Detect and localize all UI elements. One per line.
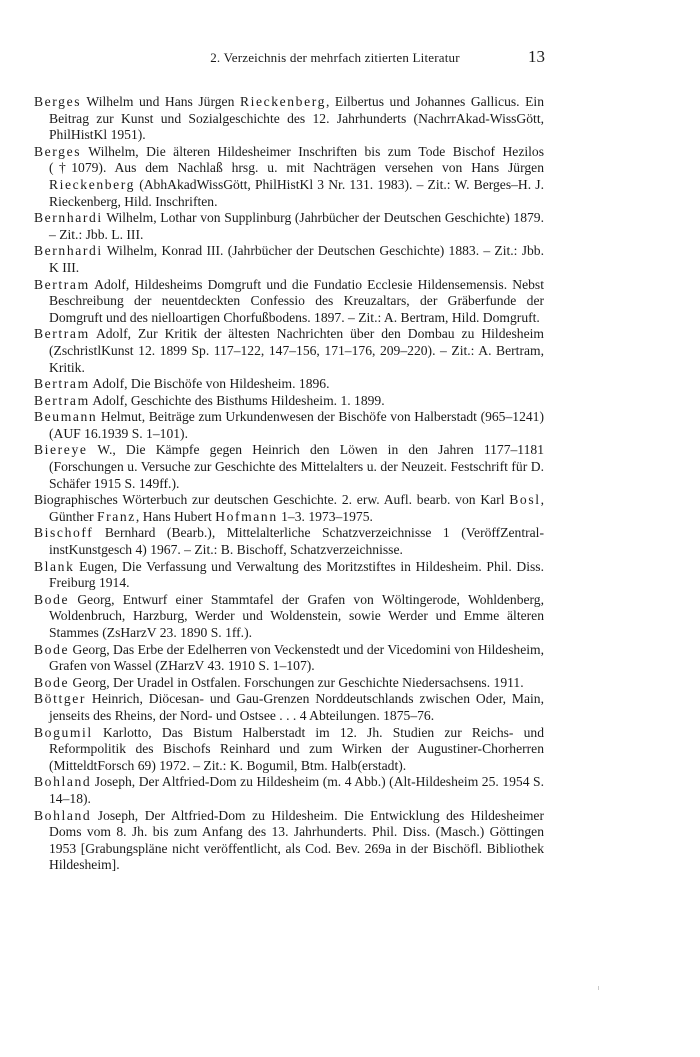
- bibliography-entry: Blank Eugen, Die Verfassung und Verwaltung des Moritzstiftes in Hildesheim. Phil. Diss. Freiburg 1914.: [34, 558, 544, 591]
- entry-author: Beumann: [34, 409, 98, 425]
- entry-author: Bogumil: [34, 724, 93, 740]
- bibliography-entry: Bertram Adolf, Hildesheims Domgruft und die Fundatio Ecclesie Hildensemensis. Nebst Beschreibung der neuentdeckten Confessio des Kreuzaltars, der Gräberfunde der Domgruft und des nielloartigen Chorfußbodens. 1897. – Zit.: A. Bertram, Hild. Domgruft.: [34, 276, 544, 325]
- entry-author: Bernhardi: [34, 210, 103, 226]
- bibliography-entry: Bernhardi Wilhelm, Konrad III. (Jahrbücher der Deutschen Geschichte) 1883. – Zit.: Jbb. K III.: [34, 243, 544, 275]
- entry-author: Bernhardi: [34, 243, 103, 259]
- bibliography-entry: Bischoff Bernhard (Bearb.), Mittelalterliche Schatzverzeichnisse 1 (VeröffZentral-instKunstgesch 4) 1967. – Zit.: B. Bischoff, Schatzverzeichnisse.: [34, 525, 544, 558]
- bibliography-entry: Berges Wilhelm, Die älteren Hildesheimer Inschriften bis zum Tode Bischof Hezilos (†1079). Aus dem Nachlaß hrsg. u. mit Nachträgen versehen von Hans Jürgen Rieckenberg (AbhAkadWissGött, PhilHistKl 3 Nr. 131. 1983). – Zit.: W. Berges–H. J. Rieckenberg, Hild. Inschriften.: [34, 143, 544, 209]
- entry-editor: Bosl: [509, 492, 541, 508]
- entry-author: Berges: [34, 94, 82, 109]
- bibliography-entry: Bode Georg, Entwurf einer Stammtafel der Grafen von Wöltingerode, Wohldenberg, Woldenbruch, Harzburg, Werder und Woldenstein, sowie Werder und Emme älteren Stammes (ZsHarzV 23. 1890 S. 1ff.).: [34, 591, 544, 640]
- bibliography-entry: Bertram Adolf, Geschichte des Bisthums Hildesheim. 1. 1899.: [34, 392, 385, 408]
- bibliography-entry: Bode Georg, Das Erbe der Edelherren von Veckenstedt und der Vicedomini von Hildesheim, Grafen von Wassel (ZHarzV 43. 1910 S. 1–107).: [34, 641, 544, 674]
- scan-mark: [598, 986, 603, 990]
- bibliography-entry: Bogumil Karlotto, Das Bistum Halberstadt im 12. Jh. Studien zur Reichs- und Reformpolitik des Bischofs Reinhard und zum Wirken der Augustiner-Chorherren (MitteldtForsch 69) 1972. – Zit.: K. Bogumil, Btm. Halb(erstadt).: [34, 724, 544, 773]
- entry-author: Biereye: [34, 442, 88, 458]
- entry-author: Bischoff: [34, 525, 94, 541]
- bibliography-entry: Biereye W., Die Kämpfe gegen Heinrich den Löwen in den Jahren 1177–1181 (Forschungen u. Versuche zur Geschichte des Mittelalters u. der Neuzeit. Festschrift für D. Schäfer 1915 S. 149ff.).: [34, 442, 544, 491]
- entry-editor: Hofmann: [215, 508, 278, 524]
- entry-author: Bertram: [34, 276, 90, 292]
- page-number: 13: [528, 47, 545, 66]
- entry-author: Bertram: [34, 326, 90, 342]
- entry-author: Bohland: [34, 807, 92, 823]
- bibliography-entry: Böttger Heinrich, Diöcesan- und Gau-Grenzen Norddeutschlands zwischen Oder, Main, jenseits des Rheins, der Nord- und Ostsee . . . 4 Abteilungen. 1875–76.: [34, 691, 544, 723]
- bibliography-entry: Beumann Helmut, Beiträge zum Urkundenwesen der Bischöfe von Halberstadt (965–1241) (AUF 16.1939 S. 1–101).: [34, 409, 544, 441]
- bibliography-entry: Bertram Adolf, Zur Kritik der ältesten Nachrichten über den Dombau zu Hildesheim (ZschristlKunst 12. 1899 Sp. 117–122, 147–156, 171–176, 209–220). – Zit.: A. Bertram, Kritik.: [34, 326, 544, 375]
- bibliography-entry: Biographisches Wörterbuch zur deutschen Geschichte. 2. erw. Aufl. bearb. von Karl Bosl, Günther Franz, Hans Hubert Hofmann 1–3. 1973–1975.: [34, 492, 544, 524]
- bibliography-entry: Bode Georg, Der Uradel in Ostfalen. Forschungen zur Geschichte Niedersachsens. 1911.: [34, 674, 524, 690]
- entry-author: Bode: [34, 641, 70, 657]
- entry-coauthor: Rieckenberg: [49, 176, 136, 192]
- bibliography-entry: Bohland Joseph, Der Altfried-Dom zu Hildesheim. Die Entwicklung des Hildesheimer Doms vom 8. Jh. bis zum Anfang des 13. Jahrhunderts. Phil. Diss. (Masch.) Göttingen 1953 [Grabungspläne nicht veröffentlicht, als Cod. Bev. 269a in der Bischöfl. Bibliothek Hildesheim].: [34, 807, 544, 873]
- entry-author: Bode: [34, 591, 70, 607]
- bibliography-list: [34, 94, 544, 874]
- entry-author: Blank: [34, 558, 75, 574]
- bibliography-entry: Bernhardi Wilhelm, Lothar von Supplinburg (Jahrbücher der Deutschen Geschichte) 1879. – Zit.: Jbb. L. III.: [34, 210, 544, 242]
- entry-author: Bertram: [34, 376, 90, 392]
- entry-editor: Franz: [96, 508, 136, 524]
- entry-author: Böttger: [34, 691, 86, 707]
- bibliography-entry: Bertram Adolf, Die Bischöfe von Hildesheim. 1896.: [34, 376, 330, 392]
- entry-author: Berges: [34, 143, 82, 159]
- entry-author: Bohland: [34, 774, 92, 790]
- entry-author: Bertram: [34, 392, 90, 408]
- entry-author: Bode: [34, 674, 70, 690]
- running-head: 2. Verzeichnis der mehrfach zitierten Literatur: [210, 50, 460, 65]
- bibliography-entry: Bohland Joseph, Der Altfried-Dom zu Hildesheim (m. 4 Abb.) (Alt-Hildesheim 25. 1954 S. 14–18).: [34, 774, 544, 806]
- entry-coauthor: Rieckenberg: [239, 94, 326, 109]
- bibliography-entry: Berges Wilhelm und Hans Jürgen Rieckenberg, Eilbertus und Johannes Gallicus. Ein Beitrag zur Kunst und Sozialgeschichte des 12. Jahrhunderts (NachrrAkad-WissGött, PhilHistKl 1951).: [34, 94, 544, 143]
